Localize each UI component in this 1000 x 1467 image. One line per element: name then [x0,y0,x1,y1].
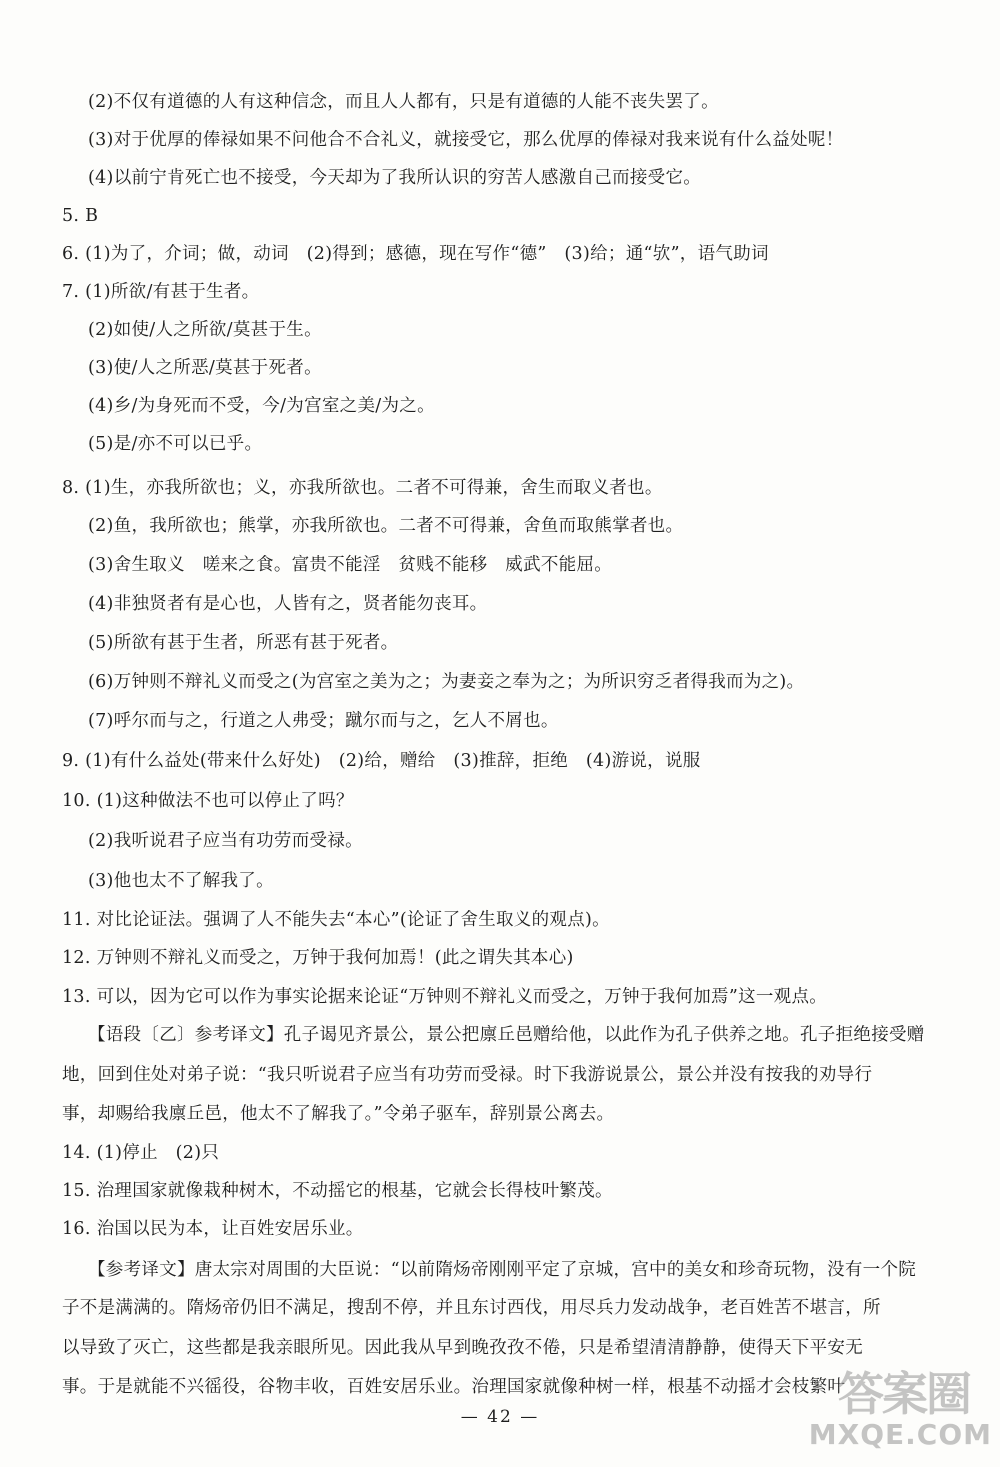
answer-line: (4)非独贤者有是心也，人皆有之，贤者能勿丧耳。 [88,594,488,614]
answer-line: (2)如使/人之所欲/莫甚于生。 [88,320,322,340]
answer-line: (3)他也太不了解我了。 [88,871,274,891]
answer-line: (2)我听说君子应当有功劳而受禄。 [88,831,363,851]
answer-line: (7)呼尔而与之，行道之人弗受；蹴尔而与之，乞人不屑也。 [88,711,559,731]
answer-line: (5)所欲有甚于生者，所恶有甚于死者。 [88,633,399,653]
answer-line: 12. 万钟则不辩礼义而受之，万钟于我何加焉！(此之谓失其本心) [62,948,574,968]
answer-line: 14. (1)停止 (2)只 [62,1143,220,1163]
answer-line: 【参考译文】唐太宗对周围的大臣说：“以前隋炀帝刚刚平定了京城，宫中的美女和珍奇玩物，没有一个院 [88,1260,917,1280]
answer-line: 7. (1)所欲/有甚于生者。 [62,282,260,302]
answer-line: (4)乡/为身死而不受，今/为宫室之美/为之。 [88,396,435,416]
answer-line: 事，却赐给我廪丘邑，他太不了解我了。”令弟子驱车，辞别景公离去。 [62,1104,615,1124]
answer-line: 8. (1)生，亦我所欲也；义，亦我所欲也。二者不可得兼，舍生而取义者也。 [62,478,663,498]
page-number: — 42 — [460,1407,540,1427]
answer-line: (3)使/人之所恶/莫甚于死者。 [88,358,322,378]
answer-line: 事。于是就能不兴徭役，谷物丰收，百姓安居乐业。治理国家就像种树一样，根基不动摇才会枝繁叶 [62,1377,846,1397]
answer-line: 以导致了灭亡，这些都是我亲眼所见。因此我从早到晚孜孜不倦，只是希望清清静静，使得天下平安无 [62,1338,863,1358]
watermark-url: MXQE.COM [808,1418,992,1451]
answer-line: 子不是满满的。隋炀帝仍旧不满足，搜刮不停，并且东讨西伐，用尽兵力发动战争，老百姓苦不堪言，所 [62,1298,881,1318]
watermark-cn: 答案圈 [838,1367,970,1421]
answer-line: 5. B [62,206,99,226]
answer-line: (3)对于优厚的俸禄如果不问他合不合礼义，就接受它，那么优厚的俸禄对我来说有什么益处呢！ [88,130,844,150]
answer-line: 11. 对比论证法。强调了人不能失去“本心”(论证了舍生取义的观点)。 [62,910,610,930]
answer-line: 9. (1)有什么益处(带来什么好处) (2)给，赠给 (3)推辞，拒绝 (4)游说，说服 [62,751,701,771]
answer-line: 地，回到住处对弟子说：“我只听说君子应当有功劳而受禄。时下我游说景公，景公并没有按我的劝导行 [62,1065,873,1085]
answer-line: (3)舍生取义 嗟来之食。富贵不能淫 贫贱不能移 威武不能屈。 [88,555,613,575]
answer-line: 【语段〔乙〕参考译文】孔子谒见齐景公，景公把廪丘邑赠给他，以此作为孔子供养之地。孔子拒绝接受赠 [88,1025,925,1045]
answer-line: 10. (1)这种做法不也可以停止了吗？ [62,791,354,811]
answer-line: 13. 可以，因为它可以作为事实论据来论证“万钟则不辩礼义而受之，万钟于我何加焉”这一观点。 [62,987,828,1007]
answer-line: 6. (1)为了，介词；做，动词 (2)得到；感德，现在写作“德” (3)给；通“欤”，语气助词 [62,244,769,264]
answer-line: (6)万钟则不辩礼义而受之(为宫室之美为之；为妻妾之奉为之；为所识穷乏者得我而为之)。 [88,672,805,692]
answer-line: (4)以前宁肯死亡也不接受，今天却为了我所认识的穷苦人感激自己而接受它。 [88,168,702,188]
answer-line: (2)不仅有道德的人有这种信念，而且人人都有，只是有道德的人能不丧失罢了。 [88,92,719,112]
watermark-logo [792,1369,992,1459]
answer-line: 15. 治理国家就像栽种树木，不动摇它的根基，它就会长得枝叶繁茂。 [62,1181,613,1201]
answer-line: (2)鱼，我所欲也；熊掌，亦我所欲也。二者不可得兼，舍鱼而取熊掌者也。 [88,516,684,536]
answer-line: 16. 治国以民为本，让百姓安居乐业。 [62,1219,364,1239]
answer-line: (5)是/亦不可以已乎。 [88,434,263,454]
